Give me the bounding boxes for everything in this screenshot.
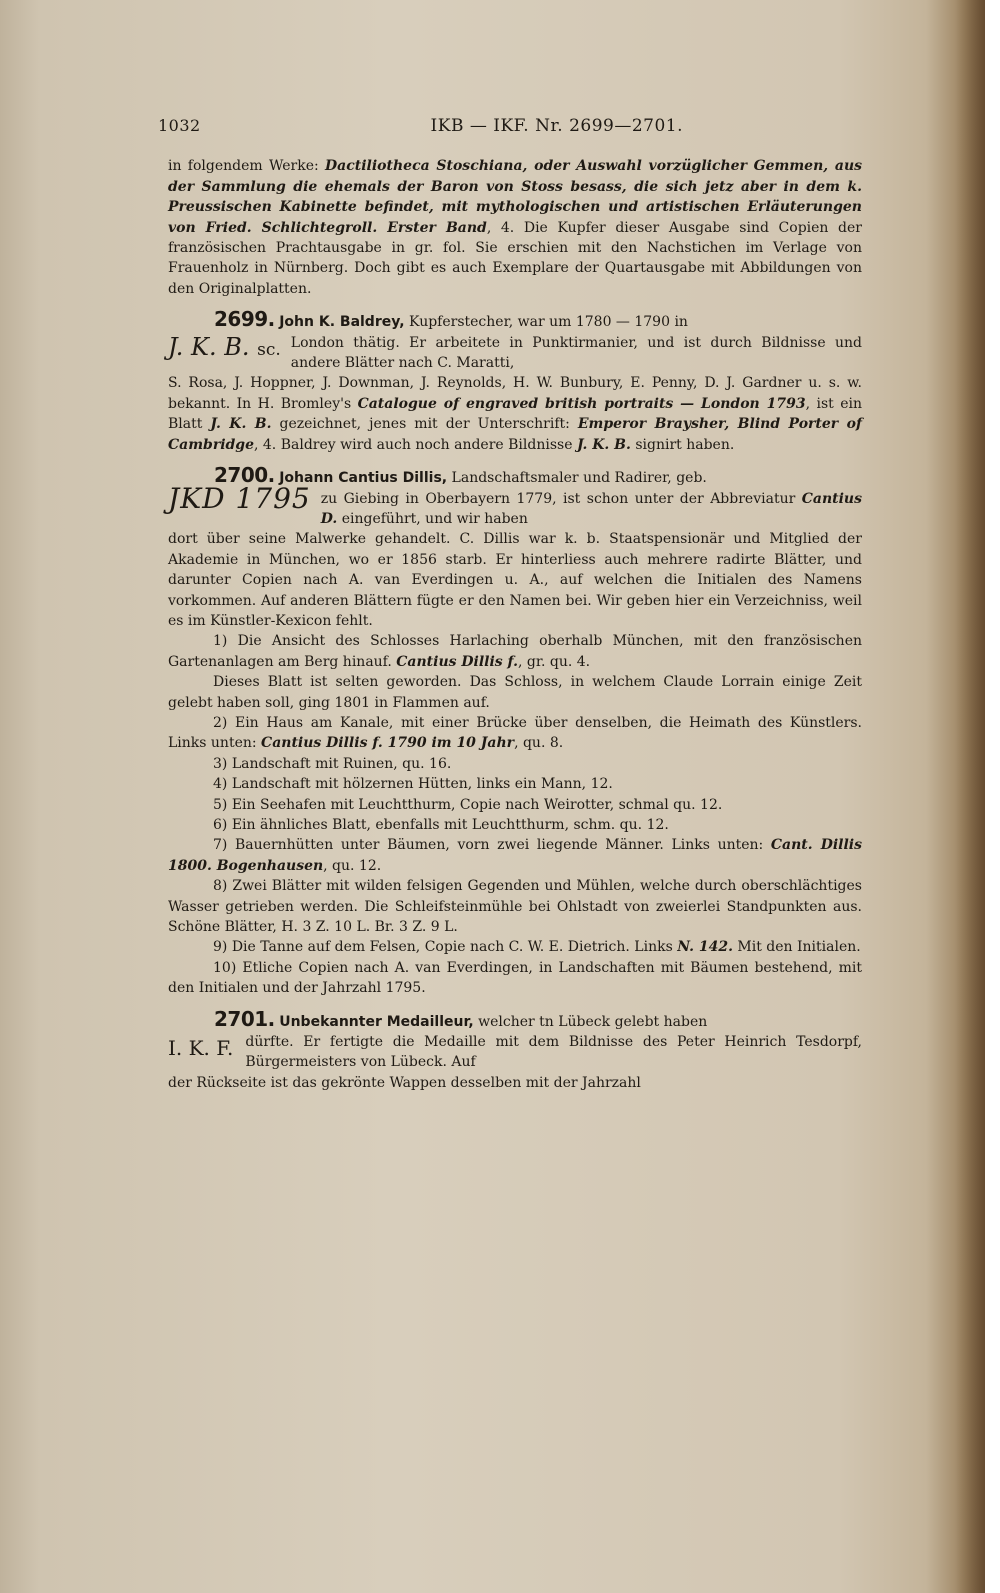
list-item: 4) Landschaft mit hölzernen Hütten, links ein Mann, 12. [213, 776, 613, 793]
list-item: 1) Die Ansicht des Schlosses Harlaching oberhalb München, mit den französischen Gartenanlagen am Berg hinauf. Cantius Dillis f., gr. qu. 4. [168, 633, 862, 670]
page-edge-shadow [955, 0, 985, 1593]
list-item: 8) Zwei Blätter mit wilden felsigen Gegenden und Mühlen, welche durch oberschlächtiges Wasser getrieben werden. Die Schleifsteinmühle bei Ohlstadt von zweierlei Standpunkten aus. Schöne Blätter, H. 3 Z. 10 L. Br. 3 Z. 9 L. [168, 878, 862, 936]
text-block [158, 116, 862, 1093]
intro-paragraph: in folgendem Werke: Dactiliotheca Stoschiana, oder Auswahl vorzüglicher Gemmen, aus der Sammlung die ehemals der Baron von Stoss besass, die sich jetz aber in dem k. Preussischen Kabinette befindet, mit mythologischen und artistischen Erläuterungen von Fried. Schlichtegroll. Erster Band, 4. Die Kupfer dieser Ausgabe sind Copien der französischen Prachtausgabe in gr. fol. Sie erschien mit den Nachstichen im Verlage von Frauenholz in Nürnberg. Doch gibt es auch Exemplare der Quartausgabe mit Abbildungen von den Originalplatten. [168, 158, 862, 297]
monogram: J. K. B. sc. [168, 332, 281, 361]
running-header [158, 116, 683, 136]
entry-name: Unbekannter Medailleur, [279, 1013, 474, 1030]
entry-2701 [168, 1006, 862, 1094]
monogram: JKD 1795 [168, 481, 311, 515]
entry-number: 2699. [214, 307, 275, 332]
monogram-line: JKD 1795 zu Giebing in Oberbayern 1779, ist schon unter der Abbreviatur Cantius D. eingeführt, und wir haben [168, 481, 862, 527]
entry-heading: 2699. John K. Baldrey, Kupferstecher, war um 1780 — 1790 in [214, 307, 688, 332]
entry-body: S. Rosa, J. Hoppner, J. Downman, J. Reynolds, H. W. Bunbury, E. Penny, D. J. Gardner u. s. w. bekannt. In H. Bromley's Catalogue of engraved british portraits — London 1793, ist ein Blatt J. K. B. gezeichnet, jenes mit der Unterschrift: Emperor Braysher, Blind Porter of Cambridge, 4. Baldrey wird auch noch andere Bildnisse J. K. B. signirt haben. [168, 375, 862, 453]
monogram-line: I. K. F. dürfte. Er fertigte die Medaille mit dem Bildnisse des Peter Heinrich Tesdorpf, Bürgermeisters von Lübeck. Auf [168, 1034, 862, 1071]
entry-number: 2701. [214, 1006, 275, 1031]
entry-heading: 2701. Unbekannter Medailleur, welcher tn Lübeck gelebt haben [214, 1006, 708, 1031]
entry-body: dort über seine Malwerke gehandelt. C. Dillis war k. b. Staatspensionär und Mitglied der Akademie in München, wo er 1856 starb. Er hinterliess auch mehrere radirte Blätter, und darunter Copien nach A. van Everdingen u. A., auf welchen die Initialen des Namens vorkommen. Auf anderen Blättern fügte er den Namen bei. Wir geben hier ein Verzeichniss, weil es im Künstler-Kexicon fehlt. [168, 531, 862, 629]
entry-number: 2700. [214, 463, 275, 488]
header-title: IKB — IKF. Nr. 2699—2701. [430, 116, 683, 136]
monogram-line: J. K. B. sc. London thätig. Er arbeitete in Punktirmanier, und ist durch Bildnisse und andere Blätter nach C. Maratti, [168, 332, 862, 372]
entry-name: Johann Cantius Dillis, [279, 470, 448, 487]
list-item: 2) Ein Haus am Kanale, mit einer Brücke über denselben, die Heimath des Künstlers. Links unten: Cantius Dillis f. 1790 im 10 Jahr, qu. 8. [168, 714, 862, 752]
list-item-note: Dieses Blatt ist selten geworden. Das Schloss, in welchem Claude Lorrain einige Zeit gelebt haben soll, ging 1801 in Flammen auf. [168, 674, 862, 711]
list-item: 9) Die Tanne auf dem Felsen, Copie nach C. W. E. Dietrich. Links N. 142. Mit den Initialen. [213, 939, 861, 956]
list-item: 5) Ein Seehafen mit Leuchtthurm, Copie nach Weirotter, schmal qu. 12. [213, 796, 723, 813]
entry-body: der Rückseite ist das gekrönte Wappen desselben mit der Jahrzahl [168, 1074, 641, 1091]
list-item: 6) Ein ähnliches Blatt, ebenfalls mit Leuchtthurm, schm. qu. 12. [213, 817, 669, 833]
list-item: 3) Landschaft mit Ruinen, qu. 16. [213, 755, 452, 772]
entry-2699 [168, 309, 862, 455]
entry-heading: 2700. Johann Cantius Dillis, Landschaftsmaler und Radirer, geb. [214, 463, 707, 488]
page-number: 1032 [158, 116, 201, 135]
monogram: I. K. F. [168, 1036, 234, 1061]
entry-2700 [168, 465, 862, 999]
list-item: 7) Bauernhütten unter Bäumen, vorn zwei liegende Männer. Links unten: Cant. Dillis 1800. Bogenhausen, qu. 12. [168, 837, 862, 874]
entry-name: John K. Baldrey, [279, 314, 405, 331]
list-item: 10) Etliche Copien nach A. van Everdingen, in Landschaften mit Bäumen bestehend, mit den Initialen und der Jahrzahl 1795. [168, 959, 862, 997]
